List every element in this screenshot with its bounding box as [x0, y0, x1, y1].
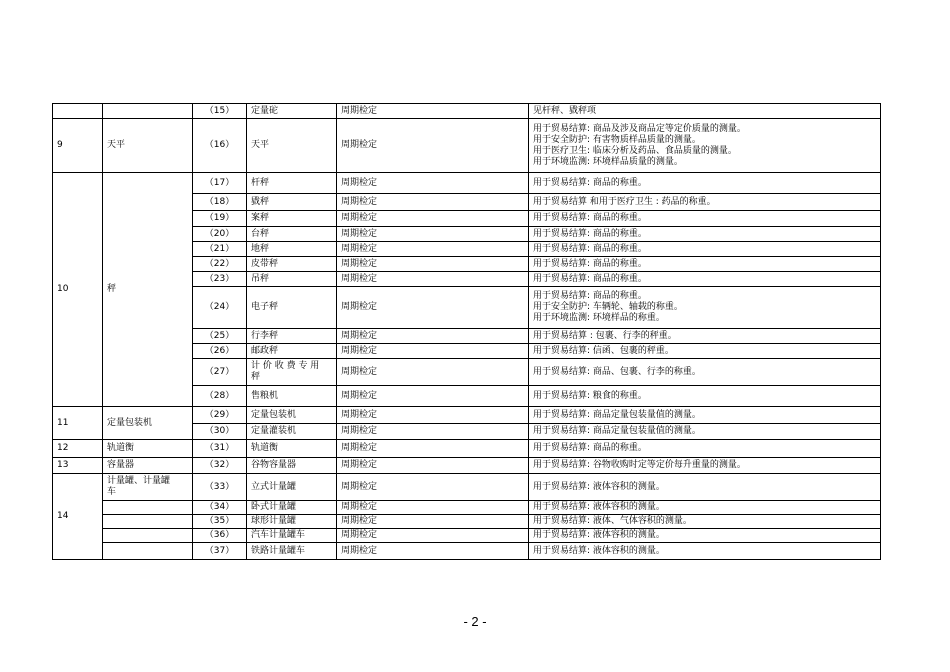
usage-scope-cell: 用于贸易结算: 商品的称重。	[529, 440, 881, 458]
verification-method-cell: 周期检定	[337, 119, 529, 173]
instrument-name-cell: 皮带秤	[247, 257, 337, 272]
table-row	[53, 529, 881, 543]
instrument-name-cell: 计 价 收 费 专 用 秤	[247, 359, 337, 386]
instrument-name-cell: 行李秤	[247, 329, 337, 344]
verification-method-cell: 周期检定	[337, 329, 529, 344]
code-cell: （28）	[193, 386, 247, 407]
code-cell: （24）	[193, 287, 247, 329]
usage-scope-cell: 用于贸易结算: 液体、气体容积的测量。	[529, 515, 881, 529]
code-cell: （29）	[193, 407, 247, 424]
code-cell: （32）	[193, 458, 247, 474]
usage-scope-cell: 用于贸易结算: 商品及涉及商品定等定价质量的测量。 用于安全防护: 有害物质样品质量的测量。 用于医疗卫生: 临床分析及药品、食品质量的测量。 用于环境监测: 环境样品质量的测量。	[529, 119, 881, 173]
code-cell: （30）	[193, 424, 247, 440]
usage-scope-cell: 用于贸易结算: 商品的称重。 用于安全防护: 车辆轮、轴载的称重。 用于环境监测: 环境样品的称重。	[529, 287, 881, 329]
verification-method-cell: 周期检定	[337, 515, 529, 529]
instrument-name-cell: 案秤	[247, 211, 337, 227]
code-cell: （22）	[193, 257, 247, 272]
instrument-name-cell: 汽车计量罐车	[247, 529, 337, 543]
category-cell	[103, 543, 193, 560]
verification-method-cell: 周期检定	[337, 543, 529, 560]
code-cell: （27）	[193, 359, 247, 386]
code-cell: （35）	[193, 515, 247, 529]
usage-scope-cell: 用于贸易结算: 商品的称重。	[529, 173, 881, 194]
usage-scope-cell: 用于贸易结算: 液体容积的测量。	[529, 529, 881, 543]
verification-method-cell: 周期检定	[337, 386, 529, 407]
verification-method-cell: 周期检定	[337, 194, 529, 211]
instrument-name-cell: 电子秤	[247, 287, 337, 329]
verification-method-cell: 周期检定	[337, 272, 529, 287]
instrument-name-cell: 吊秤	[247, 272, 337, 287]
table-row	[53, 501, 881, 515]
table-row	[53, 543, 881, 560]
page-number: - 2 -	[463, 614, 487, 629]
usage-scope-cell: 用于贸易结算 : 包裹、行李的秤重。	[529, 329, 881, 344]
category-cell: 天平	[103, 119, 193, 173]
regulation-table-container	[52, 103, 880, 560]
instrument-name-cell: 定量灌装机	[247, 424, 337, 440]
instrument-name-cell: 邮政秤	[247, 344, 337, 359]
code-cell: （34）	[193, 501, 247, 515]
usage-scope-cell: 用于贸易结算: 液体容积的测量。	[529, 543, 881, 560]
verification-method-cell: 周期检定	[337, 211, 529, 227]
table-row	[53, 173, 881, 194]
code-cell: （17）	[193, 173, 247, 194]
verification-method-cell: 周期检定	[337, 458, 529, 474]
verification-method-cell: 周期检定	[337, 529, 529, 543]
instrument-name-cell: 铁路计量罐车	[247, 543, 337, 560]
instrument-name-cell: 球形计量罐	[247, 515, 337, 529]
code-cell: （31）	[193, 440, 247, 458]
usage-scope-cell: 用于贸易结算: 商品的称重。	[529, 257, 881, 272]
category-cell: 定量包装机	[103, 407, 193, 440]
usage-scope-cell: 用于贸易结算: 商品定量包装量值的测量。	[529, 407, 881, 424]
table-row	[53, 440, 881, 458]
verification-method-cell: 周期检定	[337, 359, 529, 386]
code-cell: （19）	[193, 211, 247, 227]
category-cell: 秤	[103, 173, 193, 407]
verification-method-cell: 周期检定	[337, 501, 529, 515]
code-cell: （26）	[193, 344, 247, 359]
verification-method-cell: 周期检定	[337, 104, 529, 119]
usage-scope-cell: 用于贸易结算: 商品的称重。	[529, 227, 881, 242]
row-number-cell: 9	[53, 119, 103, 173]
row-number-cell: 11	[53, 407, 103, 440]
instrument-name-cell: 地秤	[247, 242, 337, 257]
verification-method-cell: 周期检定	[337, 173, 529, 194]
row-number-cell: 12	[53, 440, 103, 458]
instrument-name-cell: 定量包装机	[247, 407, 337, 424]
usage-scope-cell: 用于贸易结算: 谷物收购时定等定价每升重量的测量。	[529, 458, 881, 474]
instrument-name-cell: 定量砣	[247, 104, 337, 119]
code-cell: （16）	[193, 119, 247, 173]
instrument-name-cell: 谷物容量器	[247, 458, 337, 474]
usage-scope-cell: 用于贸易结算 和用于医疗卫生 : 药品的称重。	[529, 194, 881, 211]
verification-method-cell: 周期检定	[337, 287, 529, 329]
category-cell: 轨道衡	[103, 440, 193, 458]
verification-method-cell: 周期检定	[337, 424, 529, 440]
row-number-cell: 14	[53, 474, 103, 560]
verification-method-cell: 周期检定	[337, 474, 529, 501]
table-row	[53, 474, 881, 501]
category-cell: 计量罐、计量罐 车	[103, 474, 193, 501]
usage-scope-cell: 用于贸易结算: 商品的称重。	[529, 242, 881, 257]
verification-method-cell: 周期检定	[337, 440, 529, 458]
row-number-cell: 10	[53, 173, 103, 407]
row-number-cell	[53, 104, 103, 119]
category-cell: 容量器	[103, 458, 193, 474]
row-number-cell: 13	[53, 458, 103, 474]
table-row	[53, 515, 881, 529]
category-cell	[103, 515, 193, 529]
table-row	[53, 119, 881, 173]
instrument-name-cell: 卧式计量罐	[247, 501, 337, 515]
instrument-name-cell: 台秤	[247, 227, 337, 242]
verification-method-cell: 周期检定	[337, 227, 529, 242]
instrument-name-cell: 立式计量罐	[247, 474, 337, 501]
code-cell: （25）	[193, 329, 247, 344]
usage-scope-cell: 用于贸易结算: 商品、包裹、行李的称重。	[529, 359, 881, 386]
instrument-name-cell: 轨道衡	[247, 440, 337, 458]
table-row	[53, 104, 881, 119]
instrument-name-cell: 杆秤	[247, 173, 337, 194]
code-cell: （18）	[193, 194, 247, 211]
code-cell: （37）	[193, 543, 247, 560]
code-cell: （20）	[193, 227, 247, 242]
code-cell: （15）	[193, 104, 247, 119]
table-row	[53, 407, 881, 424]
code-cell: （21）	[193, 242, 247, 257]
usage-scope-cell: 用于贸易结算: 液体容积的测量。	[529, 501, 881, 515]
category-cell	[103, 529, 193, 543]
code-cell: （23）	[193, 272, 247, 287]
table-row	[53, 458, 881, 474]
category-cell	[103, 104, 193, 119]
usage-scope-cell: 用于贸易结算: 商品的称重。	[529, 211, 881, 227]
code-cell: （36）	[193, 529, 247, 543]
usage-scope-cell: 用于贸易结算: 液体容积的测量。	[529, 474, 881, 501]
code-cell: （33）	[193, 474, 247, 501]
usage-scope-cell: 用于贸易结算: 信函、包裹的秤重。	[529, 344, 881, 359]
verification-method-cell: 周期检定	[337, 344, 529, 359]
category-cell	[103, 501, 193, 515]
measuring-instrument-table	[52, 103, 881, 560]
usage-scope-cell: 见杆秤、戥秤项	[529, 104, 881, 119]
usage-scope-cell: 用于贸易结算: 商品定量包装量值的测量。	[529, 424, 881, 440]
instrument-name-cell: 售粮机	[247, 386, 337, 407]
usage-scope-cell: 用于贸易结算: 粮食的称重。	[529, 386, 881, 407]
instrument-name-cell: 天平	[247, 119, 337, 173]
verification-method-cell: 周期检定	[337, 407, 529, 424]
verification-method-cell: 周期检定	[337, 257, 529, 272]
instrument-name-cell: 戥秤	[247, 194, 337, 211]
usage-scope-cell: 用于贸易结算: 商品的称重。	[529, 272, 881, 287]
verification-method-cell: 周期检定	[337, 242, 529, 257]
